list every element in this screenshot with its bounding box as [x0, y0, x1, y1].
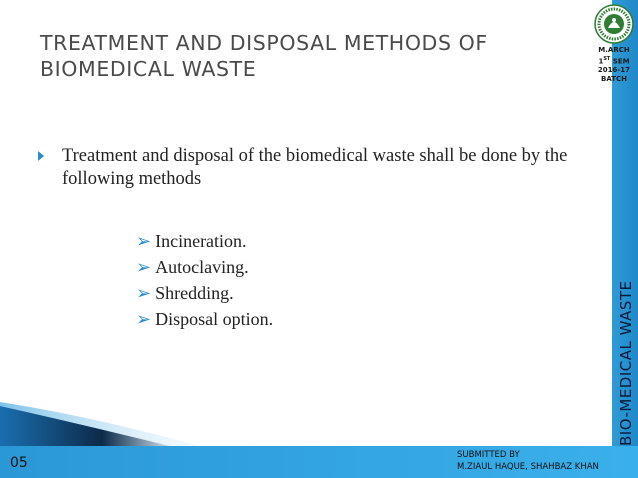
authors: M.ZIAUL HAQUE, SHAHBAZ KHAN [457, 462, 599, 472]
sidebar-label-text: BIO-MEDICAL WASTE [617, 280, 635, 446]
badge-semester: 1ST SEM [598, 56, 630, 66]
decorative-swoosh [0, 396, 260, 448]
university-emblem-icon [594, 4, 634, 44]
methods-list [136, 228, 273, 332]
batch-badge [588, 46, 638, 84]
slide-title: TREATMENT AND DISPOSAL METHODS OF BIOMEDICAL WASTE [40, 31, 488, 81]
arrow-bullet-icon: ➢ [136, 231, 152, 251]
arrow-bullet-icon: ➢ [136, 309, 152, 329]
badge-batch: BATCH [601, 75, 627, 84]
list-item: ➢ Disposal option. [136, 306, 273, 332]
list-item: ➢ Incineration. [136, 228, 273, 254]
arrow-bullet-icon: ➢ [136, 283, 152, 303]
badge-program: M.ARCH [598, 46, 630, 54]
main-bullet [48, 145, 588, 191]
list-item: ➢ Shredding. [136, 280, 273, 306]
badge-year: 2016-17 [597, 66, 631, 75]
submitted-label: SUBMITTED BY [457, 450, 520, 460]
main-bullet-text: Treatment and disposal of the biomedical waste shall be done by the following methods [62, 146, 568, 189]
arrow-bullet-icon: ➢ [136, 257, 152, 277]
sidebar-label [614, 280, 638, 446]
triangle-bullet-icon [38, 151, 44, 161]
submitted-by [457, 449, 599, 473]
slide-number: 05 [10, 455, 28, 471]
list-item: ➢ Autoclaving. [136, 254, 273, 280]
